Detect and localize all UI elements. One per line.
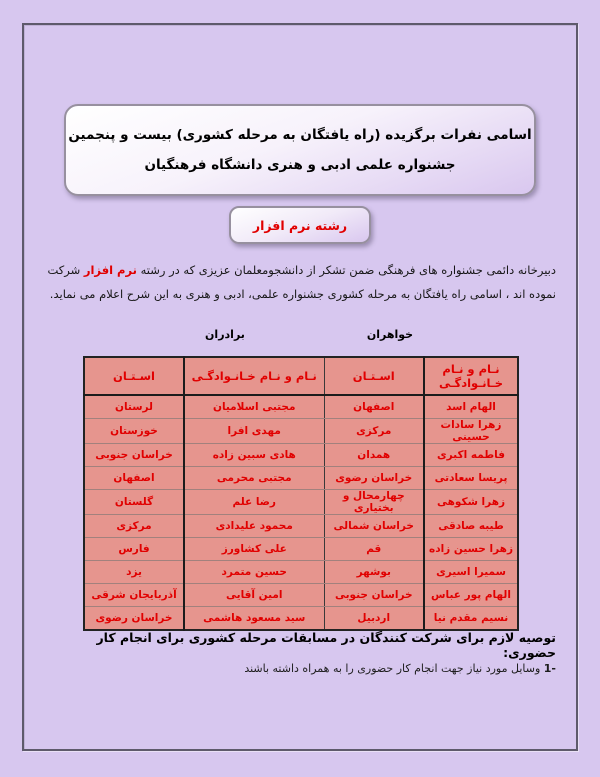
brother-province-cell: گلستان [84, 490, 184, 515]
brother-name-cell: رضا علم [184, 490, 324, 515]
sister-province-cell: خراسان رضوی [324, 467, 424, 490]
intro-text-after: شرکت نموده اند ، اسامی راه یافتگان به مرحله کشوری جشنواره علمی، ادبی و هنری به این شرح اعلام می نماید. [47, 263, 556, 301]
brother-province-cell: یزد [84, 561, 184, 584]
title-line-1: اسامی نفرات برگزیده (راه یافتگان به مرحله کشوری) بیست و پنجمین [68, 126, 532, 143]
table-header-row [84, 357, 518, 395]
table-body [84, 395, 518, 630]
sister-province-cell: همدان [324, 444, 424, 467]
title-line-2: جشنواره علمی ادبی و هنری دانشگاه فرهنگیان [144, 157, 456, 174]
software-highlight: نرم افزار [83, 263, 137, 277]
sister-name-cell: الهام اسد [424, 395, 518, 419]
sisters-name-header: نـام و نـام خـانـوادگـی [424, 357, 518, 395]
brother-province-cell: لرستان [84, 395, 184, 419]
sister-province-cell: قم [324, 538, 424, 561]
table-row [84, 584, 518, 607]
advice-item-text: وسایل مورد نیاز جهت انجام کار حضوری را به همراه داشته باشند [244, 662, 544, 675]
brothers-province-header: اسـتـان [84, 357, 184, 395]
sister-province-cell: اردبیل [324, 607, 424, 631]
sister-province-cell: مرکزی [324, 419, 424, 444]
brother-name-cell: امین آقایی [184, 584, 324, 607]
sister-name-cell: فاطمه اکبری [424, 444, 518, 467]
brothers-name-header: نـام و نـام خـانـوادگـی [184, 357, 324, 395]
sister-name-cell: پریسا سعادتی [424, 467, 518, 490]
sisters-province-header: اسـتـان [324, 357, 424, 395]
sister-name-cell: نسیم مقدم نیا [424, 607, 518, 631]
brothers-group-label: برادران [205, 328, 245, 341]
brother-name-cell: محمود علیدادی [184, 515, 324, 538]
brother-name-cell: مهدی افرا [184, 419, 324, 444]
table-row [84, 561, 518, 584]
brother-name-cell: علی کشاورز [184, 538, 324, 561]
sister-name-cell: زهرا سادات حسینی [424, 419, 518, 444]
sisters-group-label: خواهران [366, 328, 414, 341]
table-row [84, 607, 518, 631]
sister-name-cell: الهام پور عباس [424, 584, 518, 607]
sister-province-cell: خراسان شمالی [324, 515, 424, 538]
table-row [84, 538, 518, 561]
advice-item [44, 662, 556, 675]
table-row [84, 490, 518, 515]
sister-province-cell: بوشهر [324, 561, 424, 584]
sister-name-cell: طیبه صادقی [424, 515, 518, 538]
brother-province-cell: فارس [84, 538, 184, 561]
table-row [84, 515, 518, 538]
table-row [84, 419, 518, 444]
advice-item-number: 1- [543, 662, 556, 675]
results-table [83, 356, 519, 631]
brother-name-cell: مجتبی اسلامیان [184, 395, 324, 419]
brother-province-cell: خوزستان [84, 419, 184, 444]
sister-province-cell: خراسان جنوبی [324, 584, 424, 607]
sister-province-cell: چهارمحال و بختیاری [324, 490, 424, 515]
sister-name-cell: زهرا حسین زاده [424, 538, 518, 561]
brother-province-cell: آذربایجان شرقی [84, 584, 184, 607]
brother-province-cell: مرکزی [84, 515, 184, 538]
advice-title: توصیه لازم برای شرکت کنندگان در مسابقات مرحله کشوری برای انجام کار حضوری: [96, 630, 556, 660]
sister-name-cell: سمیرا اسیری [424, 561, 518, 584]
brother-name-cell: هادی سبین زاده [184, 444, 324, 467]
brother-name-cell: مجتبی محرمی [184, 467, 324, 490]
title-box [64, 104, 536, 196]
brother-province-cell: اصفهان [84, 467, 184, 490]
brother-province-cell: خراسان جنوبی [84, 444, 184, 467]
table-row [84, 444, 518, 467]
table-row [84, 395, 518, 419]
table-row [84, 467, 518, 490]
category-button-label: رشته نرم افزار [252, 217, 348, 233]
intro-paragraph [44, 258, 556, 306]
brother-name-cell: سید مسعود هاشمی [184, 607, 324, 631]
sister-province-cell: اصفهان [324, 395, 424, 419]
category-button [229, 206, 371, 244]
intro-text-before: دبیرخانه دائمی جشنواره های فرهنگی ضمن تشکر از دانشجومعلمان عزیزی که در رشته [136, 263, 556, 277]
brother-province-cell: خراسان رضوی [84, 607, 184, 631]
sister-name-cell: زهرا شکوهی [424, 490, 518, 515]
brother-name-cell: حسین متمرد [184, 561, 324, 584]
